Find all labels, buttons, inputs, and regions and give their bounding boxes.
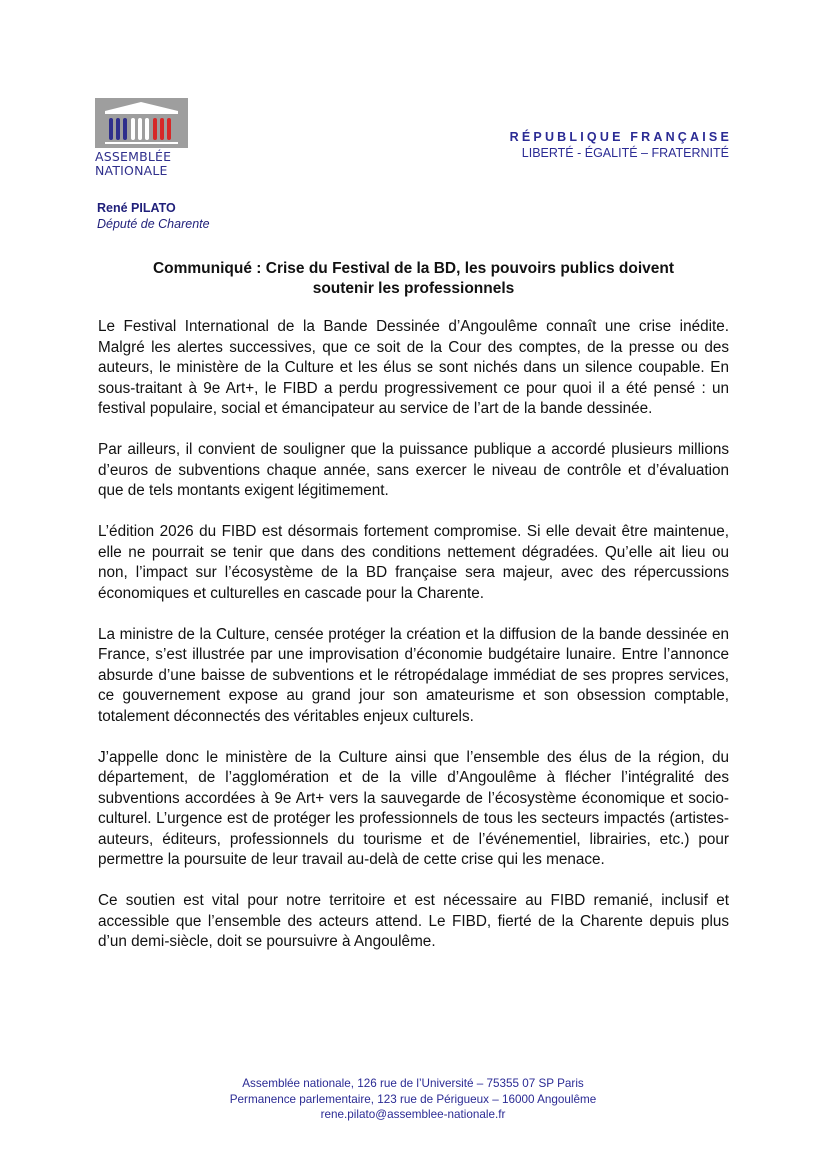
logo-line-2: NATIONALE xyxy=(95,163,168,178)
title-line-2: soutenir les professionnels xyxy=(312,280,515,297)
paragraph: L’édition 2026 du FIBD est désormais fortement compromise. Si elle devait être maintenue, elle ne pourrait se tenir que dans des conditions nettement dégradées. Qu’elle ait lieu ou non, l’impact sur l’écosystème de la BD française sera majeur, avec des répercussions économiques et culturelles en cascade pour la Charente. xyxy=(98,523,729,602)
hemicycle-icon xyxy=(95,98,188,148)
logo-line-1: ASSEMBLÉE xyxy=(95,149,172,164)
republique-title: RÉPUBLIQUE FRANÇAISE xyxy=(509,130,732,144)
paragraph: J’appelle donc le ministère de la Culture ainsi que l’ensemble des élus de la région, du département, de l’agglomération et de la ville d’Angoulême à flécher l’intégralité des subventions accordées à 9e Art+ vers la sauvegarde de l’écosystème économique et socio-culturel. L’urgence est de protéger les professionnels de tous les secteurs impactés (artistes-auteurs, éditeurs, professionnels du tourisme et de l’événementiel, librairies, etc.) pour permettre la poursuite de leur travail au-delà de cette crise qui les menace. xyxy=(98,748,729,868)
paragraph: La ministre de la Culture, censée protéger la création et la diffusion de la bande dessinée en France, s’est illustrée par une improvisation d’économie budgétaire lunaire. Entre l’annonce absurde d’une baisse de subventions et le rétropédalage immédiat de ses propres services, ce gouvernement expose au grand jour son amateurisme et son obsession comptable, totalement déconnectés des véritables enjeux culturels. xyxy=(98,625,729,725)
footer-email: rene.pilato@assemblee-nationale.fr xyxy=(320,1108,506,1121)
paragraph: Par ailleurs, il convient de souligner que la puissance publique a accordé plusieurs millions d’euros de subventions chaque année, sans exercer le niveau de contrôle et d’évaluation que de tels montants exigent légitimement. xyxy=(98,441,729,499)
paragraph: Ce soutien est vital pour notre territoire et est nécessaire au FIBD remanié, inclusif et accessible que l’ensemble des acteurs attend. Le FIBD, fierté de la Charente depuis plus d’un demi-siècle, doit se poursuivre à Angoulême. xyxy=(98,892,729,950)
paragraph: Le Festival International de la Bande Dessinée d’Angoulême connaît une crise inédite. Malgré les alertes successives, que ce soit de la Cour des comptes, de la presse ou des auteurs, le ministère de la Culture et les élus se sont nichés dans un silence coupable. En sous-traitant à 9e Art+, le FIBD a perdu progressivement ce pour quoi il a été pensé : un festival populaire, social et émancipateur au service de l’art de la bande dessinée. xyxy=(98,318,729,417)
footer-address-assemblee: Assemblée nationale, 126 rue de l’Université – 75355 07 SP Paris xyxy=(242,1077,584,1090)
author-role: Député de Charente xyxy=(97,217,210,231)
press-release-body xyxy=(98,317,729,973)
assemblee-nationale-logo xyxy=(95,98,191,184)
republique-motto: LIBERTÉ - ÉGALITÉ – FRATERNITÉ xyxy=(521,146,729,160)
author-block xyxy=(97,200,210,232)
footer-address-permanence: Permanence parlementaire, 123 rue de Périgueux – 16000 Angoulême xyxy=(229,1092,597,1106)
republique-header xyxy=(509,130,732,161)
title-line-1: Communiqué : Crise du Festival de la BD, les pouvoirs publics doivent xyxy=(152,260,675,277)
footer xyxy=(0,1076,826,1123)
press-release-title xyxy=(97,259,730,299)
author-name: René PILATO xyxy=(97,201,176,215)
logo-text xyxy=(95,150,191,178)
